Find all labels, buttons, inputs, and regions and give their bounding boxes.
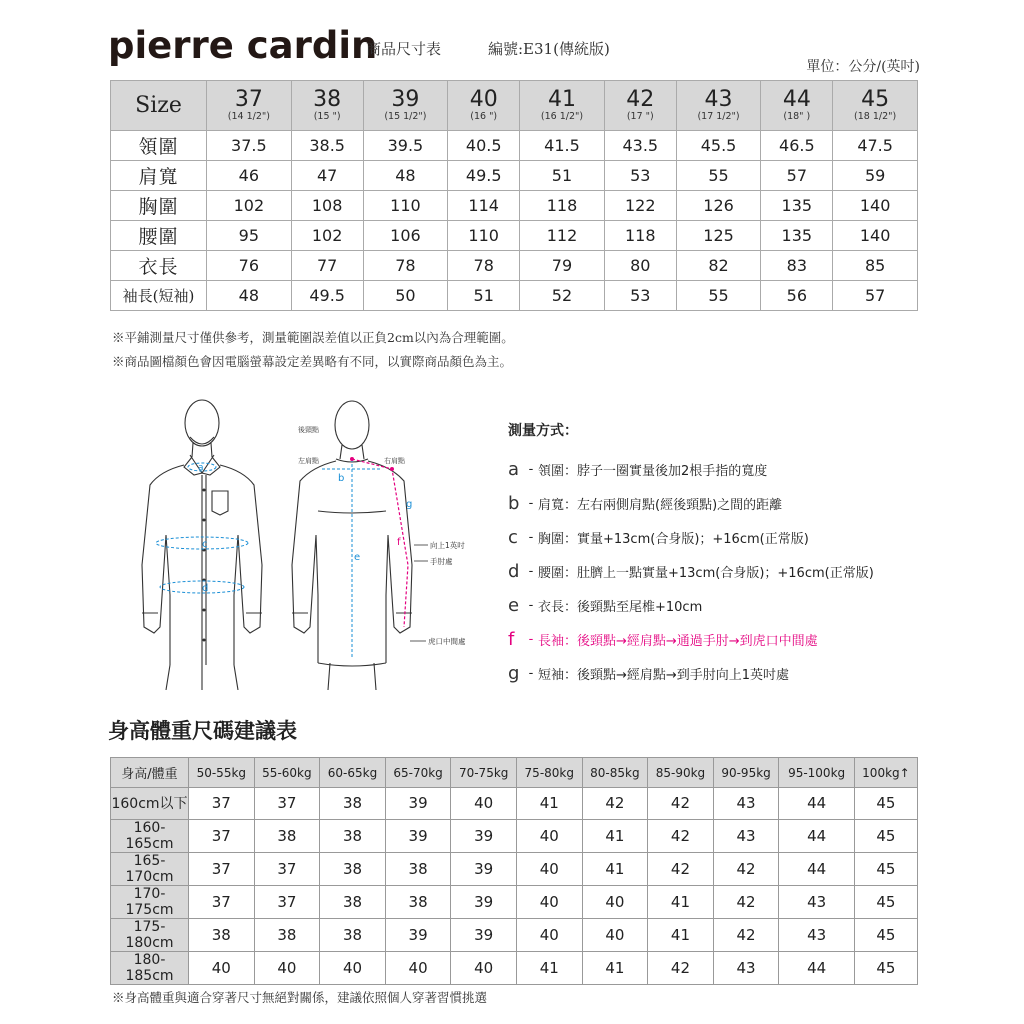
- weight-col-header: 50-55kg: [189, 758, 255, 788]
- size-row-label: 袖長(短袖): [111, 281, 207, 311]
- size-cell: 82: [676, 251, 761, 281]
- size-cell: 118: [604, 221, 676, 251]
- recommend-cell: 38: [320, 852, 386, 885]
- recommend-row: [111, 951, 918, 984]
- size-cell: 40.5: [448, 131, 520, 161]
- measure-item-f: [508, 622, 928, 656]
- recommend-cell: 41: [516, 951, 582, 984]
- recommend-cell: 40: [516, 885, 582, 918]
- size-cell: 95: [207, 221, 292, 251]
- recommend-cell: 44: [779, 788, 855, 820]
- measure-key: f: [508, 628, 515, 650]
- recommend-cell: 40: [516, 852, 582, 885]
- size-col-header: 43 (17 1/2"): [676, 81, 761, 131]
- recommend-table: [110, 757, 918, 985]
- measure-dash: -: [528, 665, 534, 681]
- size-cell: 78: [448, 251, 520, 281]
- measure-text: 長袖：後頸點→經肩點→通過手肘→到虎口中間處: [538, 633, 818, 649]
- size-cell: 51: [520, 161, 605, 191]
- weight-col-header: 95-100kg: [779, 758, 855, 788]
- size-cell: 80: [604, 251, 676, 281]
- measure-dash: -: [528, 563, 534, 579]
- measure-dash: -: [528, 461, 534, 477]
- recommend-cell: 42: [648, 852, 714, 885]
- recommend-cell: 40: [385, 951, 451, 984]
- size-row: [111, 191, 918, 221]
- recommend-cell: 45: [854, 852, 917, 885]
- size-cell: 49.5: [291, 281, 363, 311]
- size-cell: 110: [363, 191, 448, 221]
- size-cell: 118: [520, 191, 605, 221]
- size-cell: 55: [676, 281, 761, 311]
- recommend-cell: 37: [189, 819, 255, 852]
- recommend-cell: 40: [451, 951, 517, 984]
- recommend-cell: 37: [189, 852, 255, 885]
- recommend-cell: 40: [254, 951, 320, 984]
- size-cell: 135: [761, 191, 833, 221]
- brand-logo: pierre cardin: [108, 24, 378, 67]
- size-cell: 122: [604, 191, 676, 221]
- recommend-cell: 40: [320, 951, 386, 984]
- measure-text: 短袖：後頸點→經肩點→到手肘向上1英吋處: [538, 667, 790, 683]
- measure-key: e: [508, 594, 520, 616]
- measure-key: a: [508, 458, 520, 480]
- recommend-cell: 37: [189, 885, 255, 918]
- size-cell: 112: [520, 221, 605, 251]
- label-c: c: [202, 539, 208, 550]
- size-cell: 47.5: [833, 131, 918, 161]
- recommend-cell: 39: [451, 852, 517, 885]
- size-cell: 46.5: [761, 131, 833, 161]
- size-cell: 140: [833, 191, 918, 221]
- size-row-label: 肩寬: [111, 161, 207, 191]
- measure-dash: -: [528, 631, 534, 647]
- size-cell: 79: [520, 251, 605, 281]
- size-cell: 49.5: [448, 161, 520, 191]
- height-label: 165-170cm: [111, 852, 189, 885]
- size-cell: 57: [833, 281, 918, 311]
- size-col-header: 38 (15 "): [291, 81, 363, 131]
- measure-key: c: [508, 526, 518, 548]
- size-col-header: 39 (15 1/2"): [363, 81, 448, 131]
- size-cell: 106: [363, 221, 448, 251]
- weight-col-header: 75-80kg: [516, 758, 582, 788]
- recommend-cell: 38: [254, 918, 320, 951]
- size-cell: 59: [833, 161, 918, 191]
- size-cell: 77: [291, 251, 363, 281]
- size-cell: 51: [448, 281, 520, 311]
- measure-item-a: [508, 452, 928, 486]
- recommend-cell: 37: [254, 885, 320, 918]
- size-cell: 125: [676, 221, 761, 251]
- recommend-cell: 41: [648, 918, 714, 951]
- recommend-row: [111, 788, 918, 820]
- measure-item-d: [508, 554, 928, 588]
- measure-item-c: [508, 520, 928, 554]
- recommend-cell: 45: [854, 819, 917, 852]
- right-shoulder-label: 右肩點: [384, 457, 405, 465]
- height-label: 175-180cm: [111, 918, 189, 951]
- weight-col-header: 65-70kg: [385, 758, 451, 788]
- recommend-cell: 40: [582, 885, 648, 918]
- size-cell: 110: [448, 221, 520, 251]
- size-cell: 38.5: [291, 131, 363, 161]
- recommend-title: 身高體重尺碼建議表: [108, 719, 297, 743]
- size-row: [111, 161, 918, 191]
- label-f: f: [397, 537, 401, 548]
- size-notes: [112, 326, 514, 374]
- measure-item-e: [508, 588, 928, 622]
- size-cell: 39.5: [363, 131, 448, 161]
- size-cell: 108: [291, 191, 363, 221]
- size-cell: 41.5: [520, 131, 605, 161]
- recommend-header-row: [111, 758, 918, 788]
- size-cell: 48: [363, 161, 448, 191]
- recommend-cell: 42: [582, 788, 648, 820]
- label-e: e: [354, 552, 361, 563]
- size-cell: 50: [363, 281, 448, 311]
- recommend-cell: 44: [779, 951, 855, 984]
- size-cell: 46: [207, 161, 292, 191]
- measure-title: 測量方式：: [508, 423, 578, 439]
- weight-col-header: 60-65kg: [320, 758, 386, 788]
- left-shoulder-label: 左肩點: [298, 457, 319, 465]
- size-cell: 45.5: [676, 131, 761, 161]
- elbow-label: 手肘處: [430, 557, 453, 566]
- recommend-row: [111, 885, 918, 918]
- recommend-cell: 39: [451, 918, 517, 951]
- recommend-cell: 39: [385, 918, 451, 951]
- recommend-cell: 45: [854, 951, 917, 984]
- size-cell: 140: [833, 221, 918, 251]
- recommend-cell: 38: [320, 885, 386, 918]
- recommend-cell: 40: [451, 788, 517, 820]
- recommend-cell: 38: [189, 918, 255, 951]
- size-row: [111, 281, 918, 311]
- recommend-cell: 45: [854, 788, 917, 820]
- recommend-cell: 41: [582, 852, 648, 885]
- size-col-header: 42 (17 "): [604, 81, 676, 131]
- size-cell: 43.5: [604, 131, 676, 161]
- size-cell: 85: [833, 251, 918, 281]
- recommend-corner: 身高/體重: [111, 758, 189, 788]
- recommend-cell: 39: [385, 788, 451, 820]
- height-label: 180-185cm: [111, 951, 189, 984]
- recommend-cell: 39: [385, 819, 451, 852]
- unit-note: 單位：公分/(英吋): [806, 59, 920, 75]
- recommend-cell: 43: [713, 788, 779, 820]
- height-label: 160-165cm: [111, 819, 189, 852]
- size-header-row: [111, 81, 918, 131]
- label-g: g: [406, 499, 413, 510]
- recommend-cell: 44: [779, 852, 855, 885]
- model-number: 編號:E31(傳統版): [488, 40, 610, 58]
- recommend-cell: 37: [189, 788, 255, 820]
- recommend-cell: 41: [582, 951, 648, 984]
- recommend-cell: 43: [713, 819, 779, 852]
- recommend-cell: 37: [254, 852, 320, 885]
- label-d: d: [202, 583, 209, 594]
- recommend-cell: 41: [582, 819, 648, 852]
- recommend-cell: 38: [320, 788, 386, 820]
- measure-text: 腰圍：肚臍上一點實量+13cm(合身版)；+16cm(正常版): [538, 565, 874, 581]
- size-cell: 37.5: [207, 131, 292, 161]
- note-line: ※平鋪測量尺寸僅供參考，測量範圍誤差值以正負2cm以內為合理範圍。: [112, 330, 514, 345]
- size-cell: 53: [604, 281, 676, 311]
- size-row-label: 衣長: [111, 251, 207, 281]
- size-cell: 47: [291, 161, 363, 191]
- recommend-cell: 38: [320, 819, 386, 852]
- height-label: 160cm以下: [111, 788, 189, 820]
- recommend-cell: 42: [713, 918, 779, 951]
- recommend-cell: 42: [713, 885, 779, 918]
- size-table: [110, 80, 918, 311]
- measure-text: 領圍：脖子一圈實量後加2根手指的寬度: [538, 463, 768, 479]
- size-col-header: 37 (14 1/2"): [207, 81, 292, 131]
- recommend-cell: 41: [648, 885, 714, 918]
- recommend-cell: 42: [648, 788, 714, 820]
- size-cell: 102: [207, 191, 292, 221]
- recommend-cell: 45: [854, 918, 917, 951]
- recommend-cell: 43: [779, 885, 855, 918]
- weight-col-header: 85-90kg: [648, 758, 714, 788]
- recommend-cell: 40: [189, 951, 255, 984]
- label-a: a: [198, 463, 204, 473]
- note-line: ※商品圖檔顏色會因電腦螢幕設定差異略有不同，以實際商品顏色為主。: [112, 354, 513, 369]
- weight-col-header: 80-85kg: [582, 758, 648, 788]
- size-header-label: Size: [111, 81, 207, 131]
- cuff-mid-label: 虎口中間處: [428, 637, 466, 646]
- up-1-inch-label: 向上1英吋: [430, 541, 465, 550]
- size-col-header: 41 (16 1/2"): [520, 81, 605, 131]
- weight-col-header: 55-60kg: [254, 758, 320, 788]
- document-title: 商品尺寸表: [366, 40, 442, 58]
- label-b: b: [338, 473, 345, 484]
- recommend-cell: 42: [648, 819, 714, 852]
- recommend-cell: 40: [582, 918, 648, 951]
- weight-col-header: 100kg↑: [854, 758, 917, 788]
- recommend-row: [111, 819, 918, 852]
- recommend-cell: 45: [854, 885, 917, 918]
- recommend-row: [111, 918, 918, 951]
- measurement-method: [508, 420, 928, 690]
- page-header: [108, 18, 920, 78]
- size-col-header: 40 (16 "): [448, 81, 520, 131]
- size-cell: 56: [761, 281, 833, 311]
- size-cell: 57: [761, 161, 833, 191]
- recommend-cell: 39: [451, 885, 517, 918]
- size-row: [111, 221, 918, 251]
- size-cell: 135: [761, 221, 833, 251]
- size-cell: 78: [363, 251, 448, 281]
- size-cell: 114: [448, 191, 520, 221]
- recommend-cell: 43: [779, 918, 855, 951]
- measure-text: 衣長：後頸點至尾椎+10cm: [538, 599, 703, 615]
- recommend-cell: 40: [516, 819, 582, 852]
- size-row-label: 領圍: [111, 131, 207, 161]
- size-cell: 55: [676, 161, 761, 191]
- recommend-cell: 42: [713, 852, 779, 885]
- size-cell: 126: [676, 191, 761, 221]
- size-cell: 83: [761, 251, 833, 281]
- measure-key: b: [508, 492, 520, 514]
- size-row-label: 胸圍: [111, 191, 207, 221]
- weight-col-header: 90-95kg: [713, 758, 779, 788]
- recommend-cell: 38: [385, 852, 451, 885]
- footnote: ※身高體重與適合穿著尺寸無絕對關係，建議依照個人穿著習慣挑選: [112, 990, 488, 1005]
- size-cell: 53: [604, 161, 676, 191]
- recommend-cell: 41: [516, 788, 582, 820]
- height-label: 170-175cm: [111, 885, 189, 918]
- measure-dash: -: [528, 495, 534, 511]
- size-col-header: 44 (18" ): [761, 81, 833, 131]
- measure-item-g: [508, 656, 928, 690]
- recommend-cell: 42: [648, 951, 714, 984]
- size-cell: 102: [291, 221, 363, 251]
- measure-dash: -: [528, 529, 534, 545]
- recommend-cell: 37: [254, 788, 320, 820]
- recommend-cell: 38: [385, 885, 451, 918]
- measure-item-b: [508, 486, 928, 520]
- measure-key: d: [508, 560, 520, 582]
- size-cell: 76: [207, 251, 292, 281]
- measure-dash: -: [528, 597, 534, 613]
- recommend-cell: 38: [320, 918, 386, 951]
- recommend-cell: 38: [254, 819, 320, 852]
- size-row-label: 腰圍: [111, 221, 207, 251]
- size-col-header: 45 (18 1/2"): [833, 81, 918, 131]
- weight-col-header: 70-75kg: [451, 758, 517, 788]
- measure-text: 肩寬：左右兩側肩點(經後頸點)之間的距離: [538, 497, 783, 513]
- back-neck-label: 後頸點: [298, 426, 319, 434]
- size-row: [111, 131, 918, 161]
- recommend-cell: 43: [713, 951, 779, 984]
- size-cell: 52: [520, 281, 605, 311]
- size-cell: 48: [207, 281, 292, 311]
- recommend-cell: 44: [779, 819, 855, 852]
- recommend-row: [111, 852, 918, 885]
- size-row: [111, 251, 918, 281]
- measure-key: g: [508, 662, 520, 684]
- recommend-cell: 40: [516, 918, 582, 951]
- recommend-cell: 39: [451, 819, 517, 852]
- measure-text: 胸圍：實量+13cm(合身版)；+16cm(正常版): [538, 531, 809, 547]
- measurement-illustration: [130, 395, 490, 690]
